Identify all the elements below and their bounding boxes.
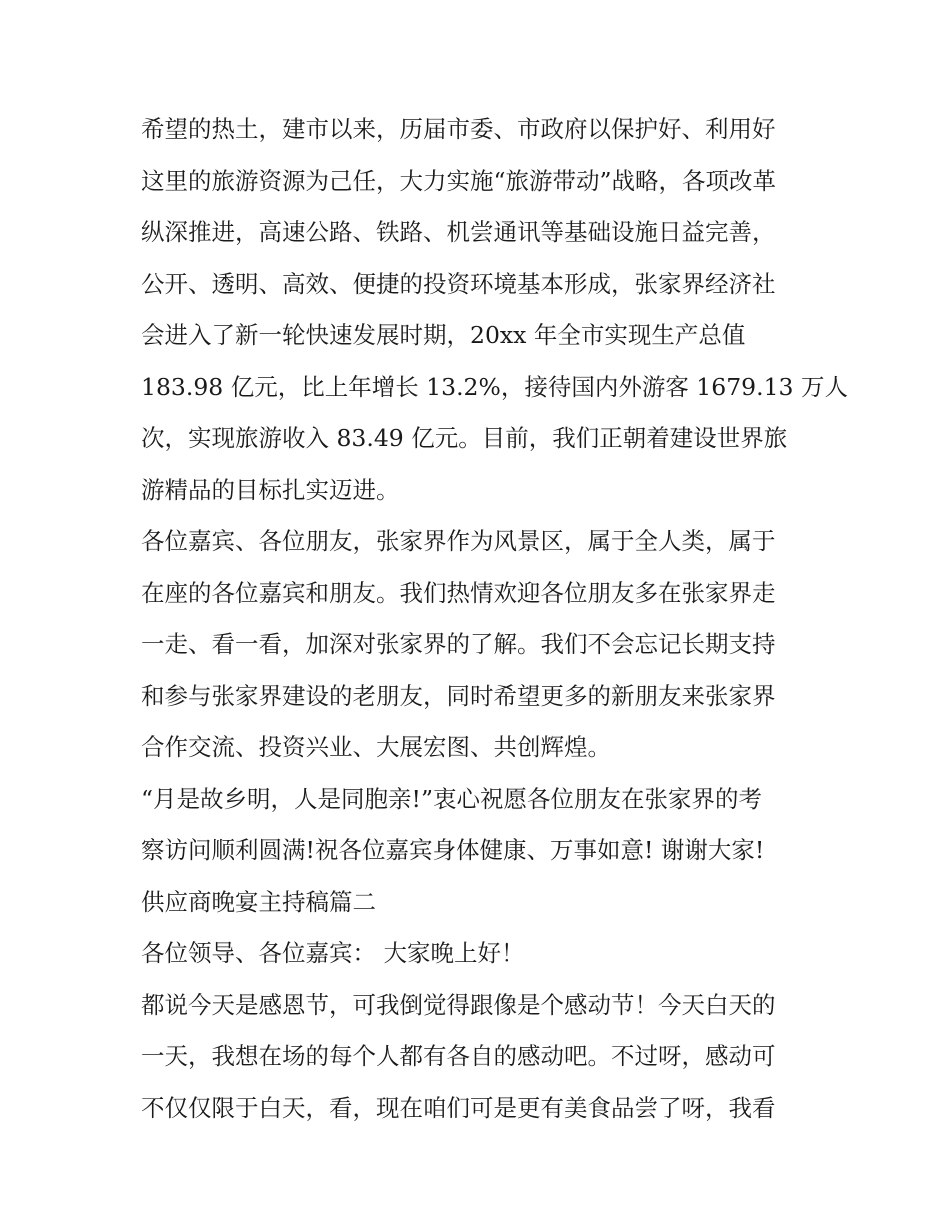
text-line: 合作交流、投资兴业、大展宏图、共创辉煌。 <box>141 733 611 761</box>
text-line: 各位领导、各位嘉宾： 大家晚上好！ <box>141 939 525 967</box>
text-line: 察访问顺利圆满!祝各位嘉宾身体健康、万事如意! 谢谢大家! <box>141 836 765 864</box>
text-line: 183.98 亿元，比上年增长 13.2%，接待国内外游客 1679.13 万人 <box>141 372 848 401</box>
text-line: 会进入了新一轮快速发展时期，20xx 年全市实现生产总值 <box>141 321 746 349</box>
text-line: 这里的旅游资源为己任，大力实施“旅游带动”战略，各项改革 <box>141 166 777 195</box>
text-line: 希望的热土，建市以来，历届市委、市政府以保护好、利用好 <box>141 115 776 143</box>
section-heading: 供应商晚宴主持稿篇二 <box>141 887 376 916</box>
text-line: 游精品的目标扎实迈进。 <box>141 475 400 504</box>
text-line: 和参与张家界建设的老朋友，同时希望更多的新朋友来张家界 <box>141 681 776 710</box>
text-line: 各位嘉宾、各位朋友，张家界作为风景区，属于全人类，属于 <box>141 527 776 555</box>
text-line: 在座的各位嘉宾和朋友。我们热情欢迎各位朋友多在张家界走 <box>141 578 776 607</box>
text-line: 纵深推进，高速公路、铁路、机尝通讯等基础设施日益完善， <box>141 218 776 246</box>
text-line: 不仅仅限于白天，看，现在咱们可是更有美食品尝了呀，我看 <box>141 1093 776 1122</box>
text-line: 一天，我想在场的每个人都有各自的感动吧。不过呀，感动可 <box>141 1042 776 1070</box>
text-line: 一走、看一看，加深对张家界的了解。我们不会忘记长期支持 <box>141 630 776 658</box>
text-line: 都说今天是感恩节，可我倒觉得跟像是个感动节！今天白天的 <box>141 990 776 1019</box>
text-line: 公开、透明、高效、便捷的投资环境基本形成，张家界经济社 <box>141 269 776 298</box>
body-text <box>141 104 848 1134</box>
text-line: “月是故乡明，人是同胞亲!”衷心祝愿各位朋友在张家界的考 <box>141 784 762 813</box>
text-line: 次，实现旅游收入 83.49 亿元。目前，我们正朝着建设世界旅 <box>141 424 788 452</box>
